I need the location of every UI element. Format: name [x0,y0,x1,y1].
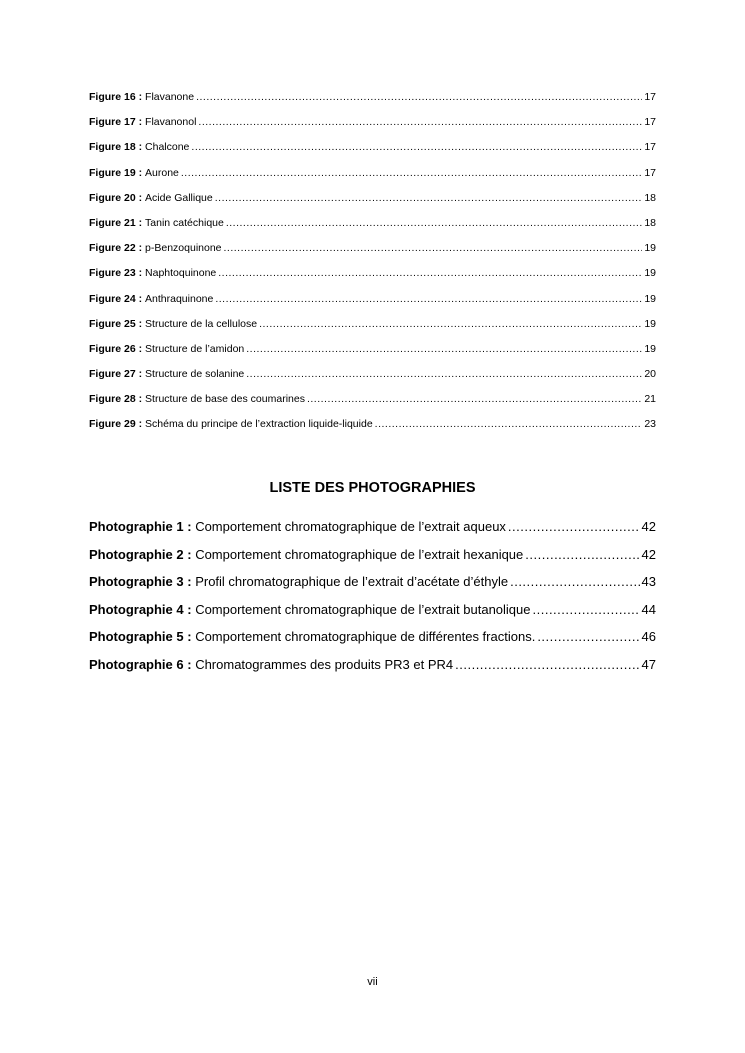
figure-label: Figure 29 : [89,418,143,431]
figure-title: Flavanonol [145,116,197,129]
dot-leader [196,88,642,106]
photograph-title: Comportement chromatographique de l’extrait butanolique [195,601,531,617]
dot-leader [181,164,642,182]
figure-page: 19 [644,292,656,305]
figure-page: 17 [644,116,656,129]
dot-leader [525,546,639,564]
photograph-page: 47 [641,656,656,672]
figure-page: 17 [644,166,656,179]
photograph-page: 42 [641,546,656,562]
figure-page: 20 [644,368,656,381]
dot-leader [246,340,642,358]
list-of-photographs [89,518,656,684]
figure-title: Chalcone [145,141,190,154]
photograph-label: Photographie 4 : [89,601,192,617]
figure-page: 19 [644,242,656,255]
figure-label: Figure 24 : [89,292,143,305]
figure-label: Figure 25 : [89,317,143,330]
figure-entry[interactable] [89,113,656,138]
figure-entry[interactable] [89,239,656,264]
figure-page: 18 [644,191,656,204]
dot-leader [246,365,642,383]
photograph-title: Comportement chromatographique de l’extrait aqueux [195,519,506,534]
figure-entry[interactable] [89,138,656,163]
dot-leader [218,264,642,282]
figure-entry[interactable] [89,415,656,440]
photograph-label: Photographie 2 : [89,546,192,562]
figure-page: 19 [644,342,656,355]
figure-label: Figure 23 : [89,267,143,280]
dot-leader [510,573,639,591]
photograph-label: Photographie 6 : [89,656,192,672]
figure-entry[interactable] [89,164,656,189]
figure-title: Naphtoquinone [145,267,217,280]
photograph-entry[interactable] [89,518,656,546]
figure-title: Schéma du principe de l’extraction liquide-liquide [145,418,373,431]
figure-label: Figure 22 : [89,242,143,255]
figure-title: Aurone [145,166,179,179]
dot-leader [508,518,640,536]
figure-label: Figure 19 : [89,166,143,179]
figure-entry[interactable] [89,365,656,390]
figure-entry[interactable] [89,214,656,239]
figure-page: 19 [644,267,656,280]
photograph-page: 42 [641,519,656,534]
figure-label: Figure 20 : [89,191,143,204]
photograph-entry[interactable] [89,628,656,656]
dot-leader [307,390,642,408]
figure-title: Anthraquinone [145,292,214,305]
dot-leader [224,239,643,257]
figure-label: Figure 27 : [89,368,143,381]
dot-leader [533,601,640,619]
dot-leader [226,214,642,232]
figure-title: Tanin catéchique [145,216,224,229]
dot-leader [537,628,639,646]
photograph-entry[interactable] [89,546,656,574]
photograph-label: Photographie 5 : [89,629,192,645]
photograph-page: 46 [641,629,656,645]
photograph-title: Comportement chromatographique de l’extrait hexanique [195,546,524,562]
figure-page: 17 [644,141,656,154]
photograph-label: Photographie 1 : [89,519,192,534]
figure-title: Structure de base des coumarines [145,393,305,406]
figure-title: Flavanone [145,91,195,103]
photograph-label: Photographie 3 : [89,574,192,590]
page-number: vii [367,976,378,988]
photograph-title: Comportement chromatographique de différentes fractions. [195,629,536,645]
figure-title: Acide Gallique [145,191,213,204]
photograph-entry[interactable] [89,573,656,601]
figure-label: Figure 17 : [89,116,143,129]
photograph-page: 43 [641,574,656,590]
figure-entry[interactable] [89,88,656,113]
figure-title: Structure de solanine [145,368,245,381]
figure-page: 23 [644,418,656,431]
figure-label: Figure 21 : [89,216,143,229]
figure-title: Structure de la cellulose [145,317,258,330]
dot-leader [215,189,643,207]
figure-entry[interactable] [89,264,656,289]
figure-entry[interactable] [89,340,656,365]
photograph-title: Profil chromatographique de l’extrait d’acétate d’éthyle [195,574,509,590]
dot-leader [455,656,639,674]
figure-title: Structure de l’amidon [145,342,245,355]
figure-page: 17 [644,91,656,103]
figure-label: Figure 18 : [89,141,143,154]
figure-label: Figure 16 : [89,91,143,103]
figure-entry[interactable] [89,315,656,340]
figure-label: Figure 28 : [89,393,143,406]
figure-entry[interactable] [89,290,656,315]
photographs-section-title: LISTE DES PHOTOGRAPHIES [269,480,476,496]
photograph-entry[interactable] [89,656,656,684]
photograph-entry[interactable] [89,601,656,629]
figure-label: Figure 26 : [89,342,143,355]
figure-entry[interactable] [89,189,656,214]
figure-page: 18 [644,216,656,229]
dot-leader [198,113,642,131]
dot-leader [191,138,642,156]
figure-entry[interactable] [89,390,656,415]
figure-page: 21 [644,393,656,406]
dot-leader [375,415,643,433]
dot-leader [259,315,642,333]
photograph-page: 44 [641,601,656,617]
photograph-title: Chromatogrammes des produits PR3 et PR4 [195,656,454,672]
dot-leader [215,290,642,308]
list-of-figures [89,88,656,441]
figure-title: p-Benzoquinone [145,242,222,255]
figure-page: 19 [644,317,656,330]
